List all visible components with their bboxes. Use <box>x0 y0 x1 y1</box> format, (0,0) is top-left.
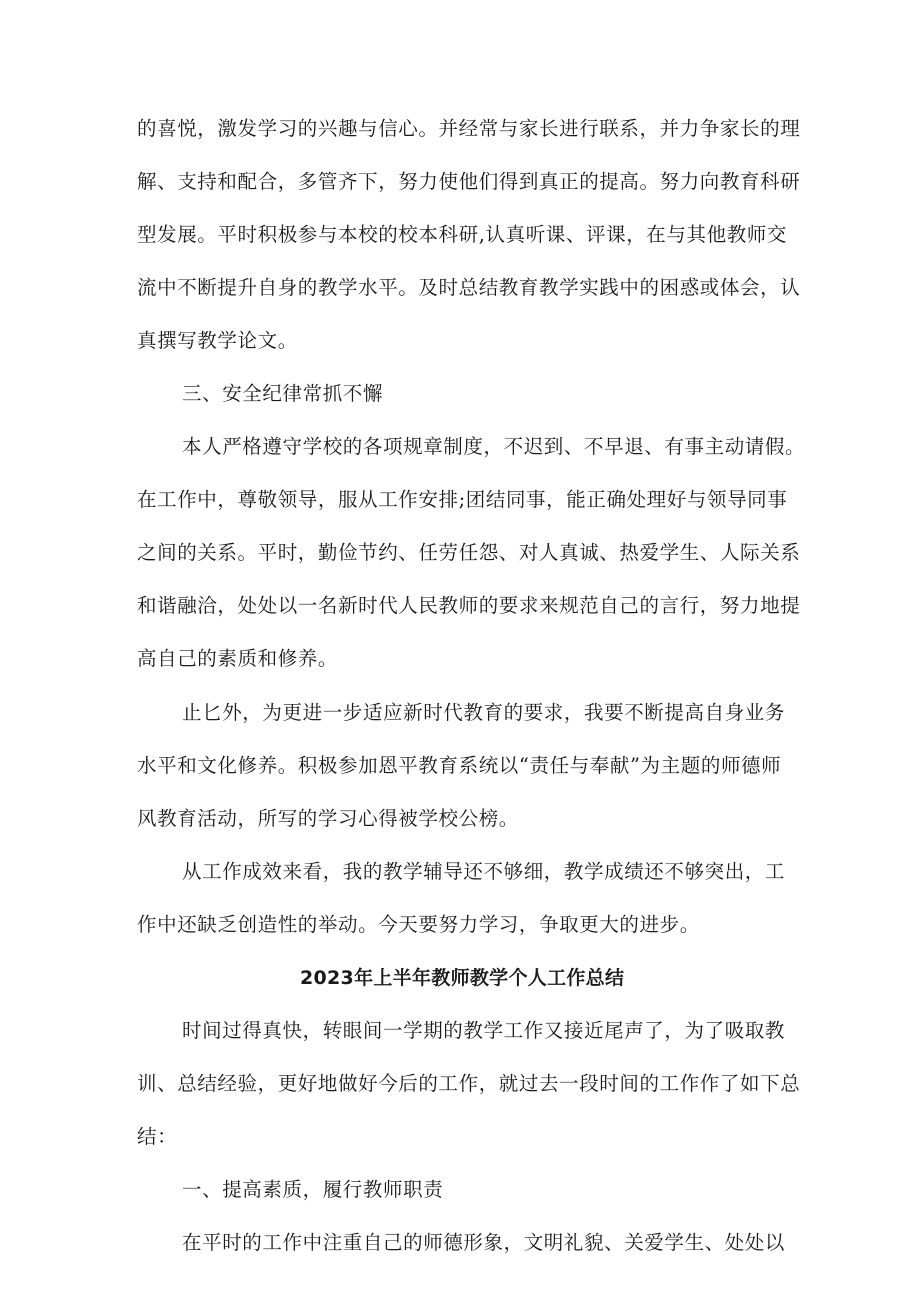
text-line: 水平和文化修养。积极参加恩平教育系统以“责任与奉献”为主题的师德师 <box>137 754 782 777</box>
text-line: 之间的关系。平时，勤俭节约、任劳任怨、对人真诚、热爱学生、人际关系 <box>137 541 801 564</box>
text-line: 止匕外，为更进一步适应新时代教育的要求，我要不断提高自身业务 <box>182 701 786 724</box>
text-line: 型发展。平时积极参与本校的校本科研,认真听课、评课，在与其他教师交 <box>137 223 787 246</box>
text-line: 从工作成效来看，我的教学辅导还不够细，教学成绩还不够突出，工 <box>182 860 786 883</box>
section-heading: 一、提高素质，履行教师职责 <box>182 1178 444 1201</box>
text-line: 和谐融洽，处处以一名新时代人民教师的要求来规范自己的言行，努力地提 <box>137 594 801 617</box>
text-line: 在工作中，尊敬领导，服从工作安排;团结同事，能正确处理好与领导同事 <box>137 488 788 511</box>
text-line: 本人严格遵守学校的各项规章制度，不迟到、不早退、有事主动请假。 <box>182 435 806 458</box>
section-heading: 三、安全纪律常抓不懈 <box>182 382 384 405</box>
text-line: 的喜悦，激发学习的兴趣与信心。并经常与家长进行联系，并力争家长的理 <box>137 117 801 140</box>
text-line: 流中不断提升自身的教学水平。及时总结教育教学实践中的困惑或体会，认 <box>137 276 801 299</box>
text-line: 在平时的工作中注重自己的师德形象，文明礼貌、关爱学生、处处以 <box>182 1231 786 1254</box>
text-line: 真撰写教学论文。 <box>137 329 298 352</box>
text-line: 训、总结经验，更好地做好今后的工作，就过去一段时间的工作作了如下总 <box>137 1072 801 1095</box>
text-line: 高自己的素质和修养。 <box>137 647 339 670</box>
text-line: 风教育活动，所写的学习心得被学校公榜。 <box>137 807 519 830</box>
text-line: 结： <box>137 1125 178 1148</box>
text-line: 时间过得真快，转眼间一学期的教学工作又接近尾声了，为了吸取教 <box>182 1019 786 1042</box>
text-line: 作中还缺乏创造性的举动。今天要努力学习，争取更大的进步。 <box>137 913 700 936</box>
text-line: 解、支持和配合，多管齐下，努力使他们得到真正的提高。努力向教育科研 <box>137 170 801 193</box>
document-title: 2023年上半年教师教学个人工作总结 <box>300 967 625 989</box>
